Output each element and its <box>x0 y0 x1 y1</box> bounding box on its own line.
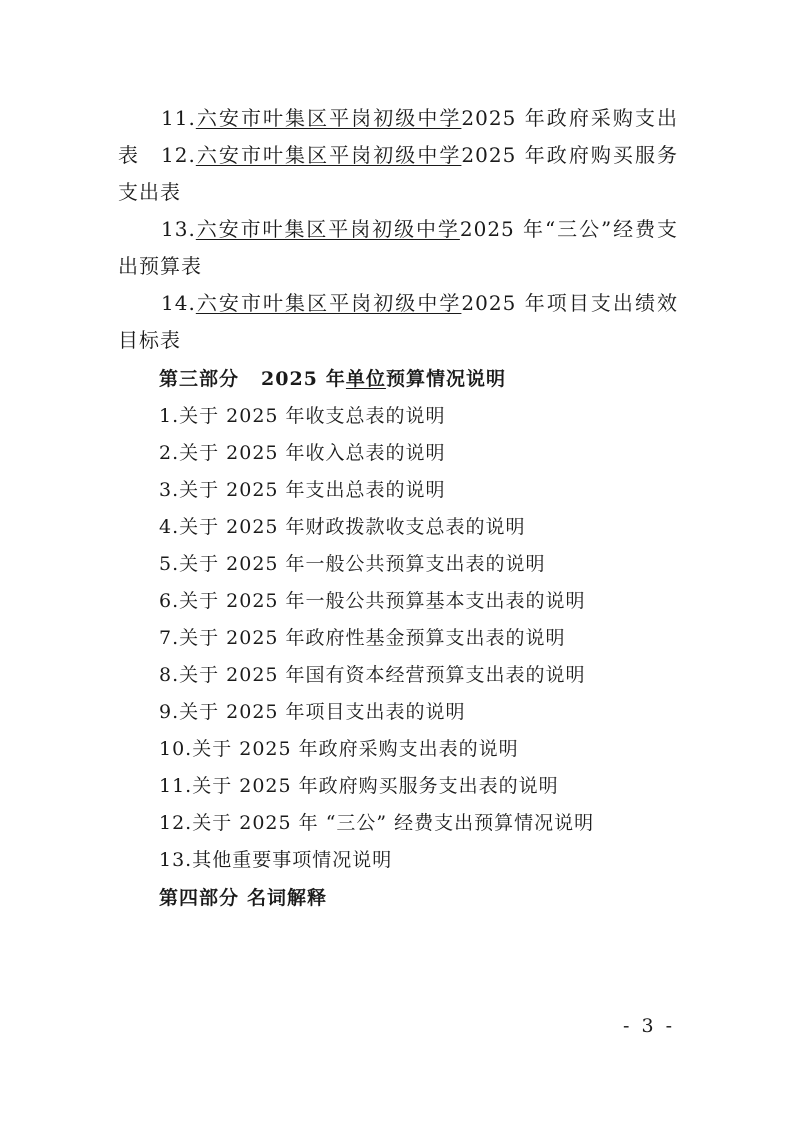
entry-number: 13. <box>161 217 196 241</box>
part3-item-7: 7.关于 2025 年政府性基金预算支出表的说明 <box>159 627 566 649</box>
part3-prefix: 第三部分 <box>159 368 240 390</box>
part3-item-12: 12.关于 2025 年 “三公” 经费支出预算情况说明 <box>159 812 595 834</box>
unit-name: 六安市叶集区平岗初级中学 <box>195 217 460 241</box>
part4-title: 名词解释 <box>247 887 328 909</box>
unit-name: 六安市叶集区平岗初级中学 <box>195 143 462 167</box>
part3-item-4: 4.关于 2025 年财政拨款收支总表的说明 <box>159 516 526 538</box>
part4-prefix: 第四部分 <box>159 887 240 909</box>
toc-entry-13 <box>118 211 678 285</box>
entry-title: 2025 年政府购买服务支出表 <box>118 143 679 204</box>
entry-title: 2025 年“三公”经费支出预算表 <box>118 217 678 278</box>
part3-item-8: 8.关于 2025 年国有资本经营预算支出表的说明 <box>159 664 586 686</box>
toc-entry-12 <box>118 137 678 211</box>
entry-number: 12. <box>161 143 196 167</box>
unit-name: 六安市叶集区平岗初级中学 <box>195 106 462 130</box>
part3-title-underlined: 单位 <box>345 368 386 390</box>
part3-item-9: 9.关于 2025 年项目支出表的说明 <box>159 701 466 723</box>
part3-item-5: 5.关于 2025 年一般公共预算支出表的说明 <box>159 553 546 575</box>
part3-item-10: 10.关于 2025 年政府采购支出表的说明 <box>159 738 519 760</box>
part3-item-2: 2.关于 2025 年收入总表的说明 <box>159 442 446 464</box>
part3-item-6: 6.关于 2025 年一般公共预算基本支出表的说明 <box>159 590 586 612</box>
entry-title: 2025 年项目支出绩效目标表 <box>118 291 679 352</box>
part3-item-3: 3.关于 2025 年支出总表的说明 <box>159 479 446 501</box>
part3-item-11: 11.关于 2025 年政府购买服务支出表的说明 <box>159 775 559 797</box>
part3-item-1: 1.关于 2025 年收支总表的说明 <box>159 405 446 427</box>
part3-year: 2025 <box>261 368 318 390</box>
entry-number: 11. <box>161 106 196 130</box>
part3-title-a: 年 <box>325 368 346 390</box>
part3-title-b: 预算情况说明 <box>385 368 506 390</box>
entry-number: 14. <box>161 291 196 315</box>
entry-title: 2025 年政府采购支出表 <box>118 106 679 167</box>
toc-entry-14 <box>118 285 678 359</box>
part4-heading <box>159 880 327 917</box>
page-number: - 3 - <box>623 1015 676 1037</box>
part3-item-13: 13.其他重要事项情况说明 <box>159 849 393 871</box>
unit-name: 六安市叶集区平岗初级中学 <box>195 291 462 315</box>
part3-heading <box>159 361 506 398</box>
